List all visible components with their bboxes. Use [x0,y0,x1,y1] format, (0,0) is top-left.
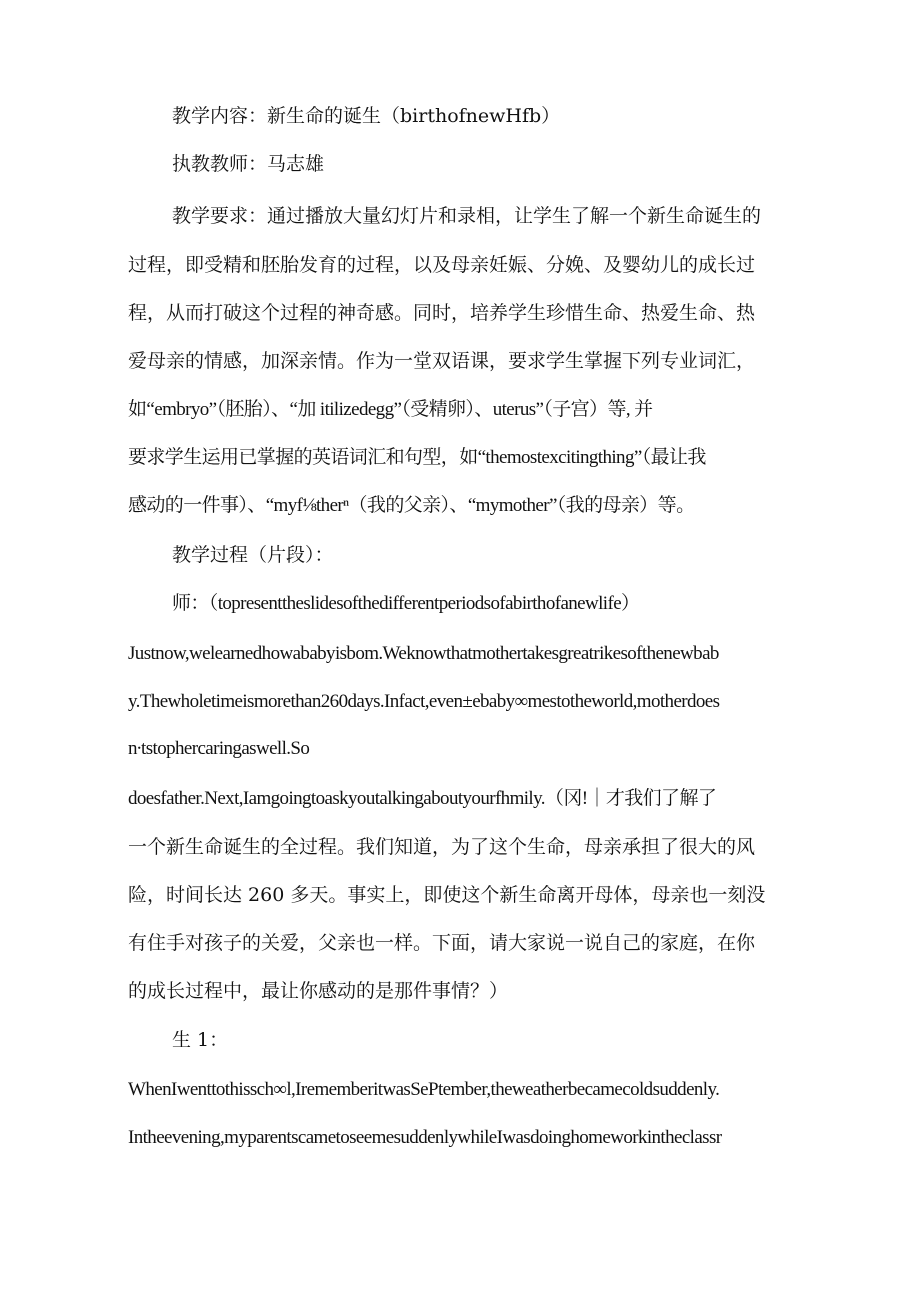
mixed-paragraph-line: 的成长过程中，最让你感动的是那件事情？） [128,980,509,1002]
student-speech-line: WhenIwenttothissch∞l,IrememberitwasSePtember,theweatherbecamecoldsuddenly. [128,1079,720,1100]
teacher-line: 执教教师：马志雄 [172,153,325,175]
teacher-speech-line: 师：（topresenttheslidesofthedifferentperiodsofabirthofanewlife） [172,593,640,614]
process-heading: 教学过程（片段）： [172,544,334,566]
requirements-line: 程，从而打破这个过程的神奇感。同时，培养学生珍惜生命、热爱生命、热 [128,302,756,324]
english-paragraph-line: y.Thewholetimeismorethan260days.Infact,even±ebaby∞mestotheworld,motherdoes [128,691,720,712]
mixed-paragraph-line: 有住手对孩子的关爱，父亲也一样。下面，请大家说一说自己的家庭，在你 [128,932,756,954]
requirements-line: 如“embryo”（胚胎）、“加 itilizedegg”（受精卵）、uterus”（子宫）等, 并 [128,399,653,420]
content-line: 教学内容：新生命的诞生（birthofnewHfb） [172,105,561,127]
english-paragraph-line: n∙tstophercaringaswell.So [128,738,310,759]
mixed-paragraph-line: 险，时间长达 260 多天。事实上，即使这个新生命离开母体，母亲也一刻没 [128,884,766,906]
requirements-line: 爱母亲的情感，加深亲情。作为一堂双语课，要求学生掌握下列专业词汇， [128,350,756,372]
mixed-paragraph-line: doesfather.Next,Iamgoingtoaskyoutalkingaboutyourfhmily.（冈!｜才我们了解了 [128,788,717,809]
english-paragraph-line: Justnow,welearnedhowababyisbom.Weknowthatmothertakesgreatrikesofthenewbab [128,643,719,664]
mixed-paragraph-line: 一个新生命诞生的全过程。我们知道，为了这个生命，母亲承担了很大的风 [128,836,756,858]
requirements-line: 要求学生运用已掌握的英语词汇和句型，如“themostexcitingthing”（最让我 [128,447,706,468]
student-label: 生 1： [172,1029,229,1051]
student-speech-line: Intheevening,myparentscametoseemesuddenlywhileIwasdoinghomeworkintheclassr [128,1127,722,1148]
requirements-line: 教学要求：通过播放大量幻灯片和录相，让学生了解一个新生命诞生的 [172,205,762,227]
requirements-line: 感动的一件事）、“myf⅛therⁿ（我的父亲）、“mymother”（我的母亲）等。 [128,495,695,516]
requirements-line: 过程，即受精和胚胎发育的过程，以及母亲妊娠、分娩、及婴幼儿的成长过 [128,254,756,276]
